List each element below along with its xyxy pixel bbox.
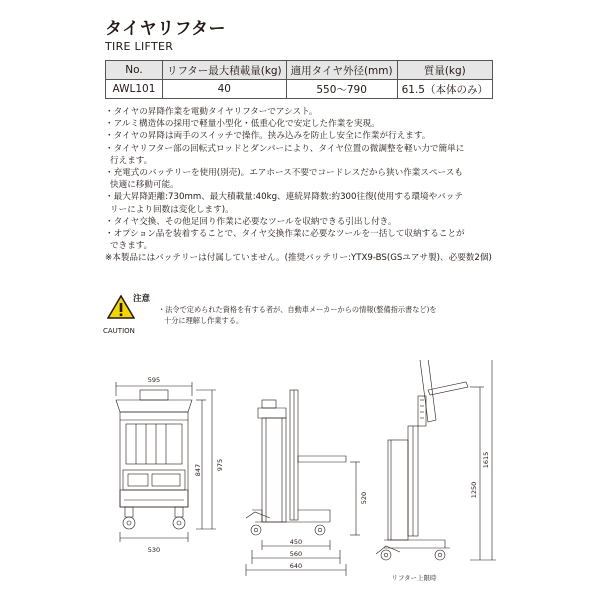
caution-text: [158, 304, 437, 326]
dim-raised-height-1250: 1250: [470, 481, 478, 499]
dim-side-width-450: 450: [289, 538, 303, 546]
dim-front-width-top: 595: [147, 376, 161, 384]
note-line: できます。: [110, 241, 153, 252]
dim-front-height-975: 975: [216, 458, 224, 472]
spec-header-max-load: リフター最大積載量(kg): [162, 61, 286, 80]
raised-caption: リフター上限時: [391, 574, 437, 582]
note-line: ・タイヤの昇降は両手のスイッチで操作。挟み込みを防止し安全に作業が行えます。: [105, 131, 431, 142]
spec-table: [105, 60, 493, 99]
dim-side-width-560: 560: [289, 550, 303, 558]
dim-side-width-640: 640: [289, 562, 303, 570]
page-title: タイヤリフター: [105, 19, 226, 39]
note-line: ・最大昇降距離:730mm、最大積載量:40kg、連続昇降数:約300往復(使用する環境やバッテ: [105, 192, 463, 203]
spec-header-mass: 質量(kg): [397, 61, 492, 80]
technical-drawings: [0, 360, 600, 600]
note-line: リーにより回数は変化します)。: [110, 204, 234, 215]
note-line: 快適に移動可能。: [110, 180, 179, 191]
raised-view-drawing: [376, 360, 496, 560]
note-line: ・充電式のバッテリーを使用(別売)。エアホース不要でコードレスだから狭い作業スペースも: [105, 168, 463, 179]
page-subtitle: TIRE LIFTER: [105, 40, 174, 53]
spec-header-no: No.: [106, 61, 163, 80]
note-line: ・オプション品を装着することで、タイヤ交換作業に必要なツールを一括して収納することが: [105, 229, 465, 240]
spec-cell-mass: 61.5（本体のみ）: [397, 80, 492, 99]
caution-line: 十分に理解し作業する。: [164, 316, 244, 325]
spec-table-row: [106, 80, 493, 99]
dim-raised-height-1615: 1615: [482, 451, 490, 469]
spec-table-header-row: [106, 61, 493, 80]
spec-cell-tire-diameter: 550〜790: [286, 80, 397, 99]
caution-line: ・法令で定められた資格を有する者が、自動車メーカーからの情報(整備指示書など)を: [158, 305, 437, 314]
dim-front-height-847: 847: [194, 463, 202, 477]
note-line: ・タイヤの昇降作業を電動タイヤリフターでアシスト。: [105, 107, 318, 117]
spec-header-tire-diameter: 適用タイヤ外径(mm): [286, 61, 397, 80]
note-line: ・アルミ構造体の採用で軽量小型化・低重心化で安定した作業を実現。: [105, 119, 380, 130]
dim-front-width-bottom: 530: [147, 546, 161, 554]
note-line: ・タイヤ交換、その他足回り作業に必要なツールを収納できる引出し付き。: [105, 216, 397, 227]
note-line: ・タイヤリフター部の回転式ロッドとダンパーにより、タイヤ位置の微調整を軽い力で簡単に: [105, 143, 465, 154]
dim-side-height-520: 520: [360, 491, 368, 505]
spec-cell-max-load: 40: [162, 80, 286, 99]
warning-triangle-icon: [107, 294, 135, 320]
caution-label: CAUTION: [103, 327, 135, 335]
caution-heading: 注意: [133, 294, 151, 304]
spec-cell-model: AWL101: [106, 80, 163, 99]
side-view-drawing: [246, 390, 360, 576]
feature-notes: [105, 106, 500, 265]
front-view-drawing: [116, 382, 216, 542]
note-line: ※本製品にはバッテリーは付属していません。(推奨バッテリー:YTX9-BS(GSユアサ製)、必要数2個): [105, 253, 492, 264]
note-line: 行えます。: [110, 155, 153, 166]
